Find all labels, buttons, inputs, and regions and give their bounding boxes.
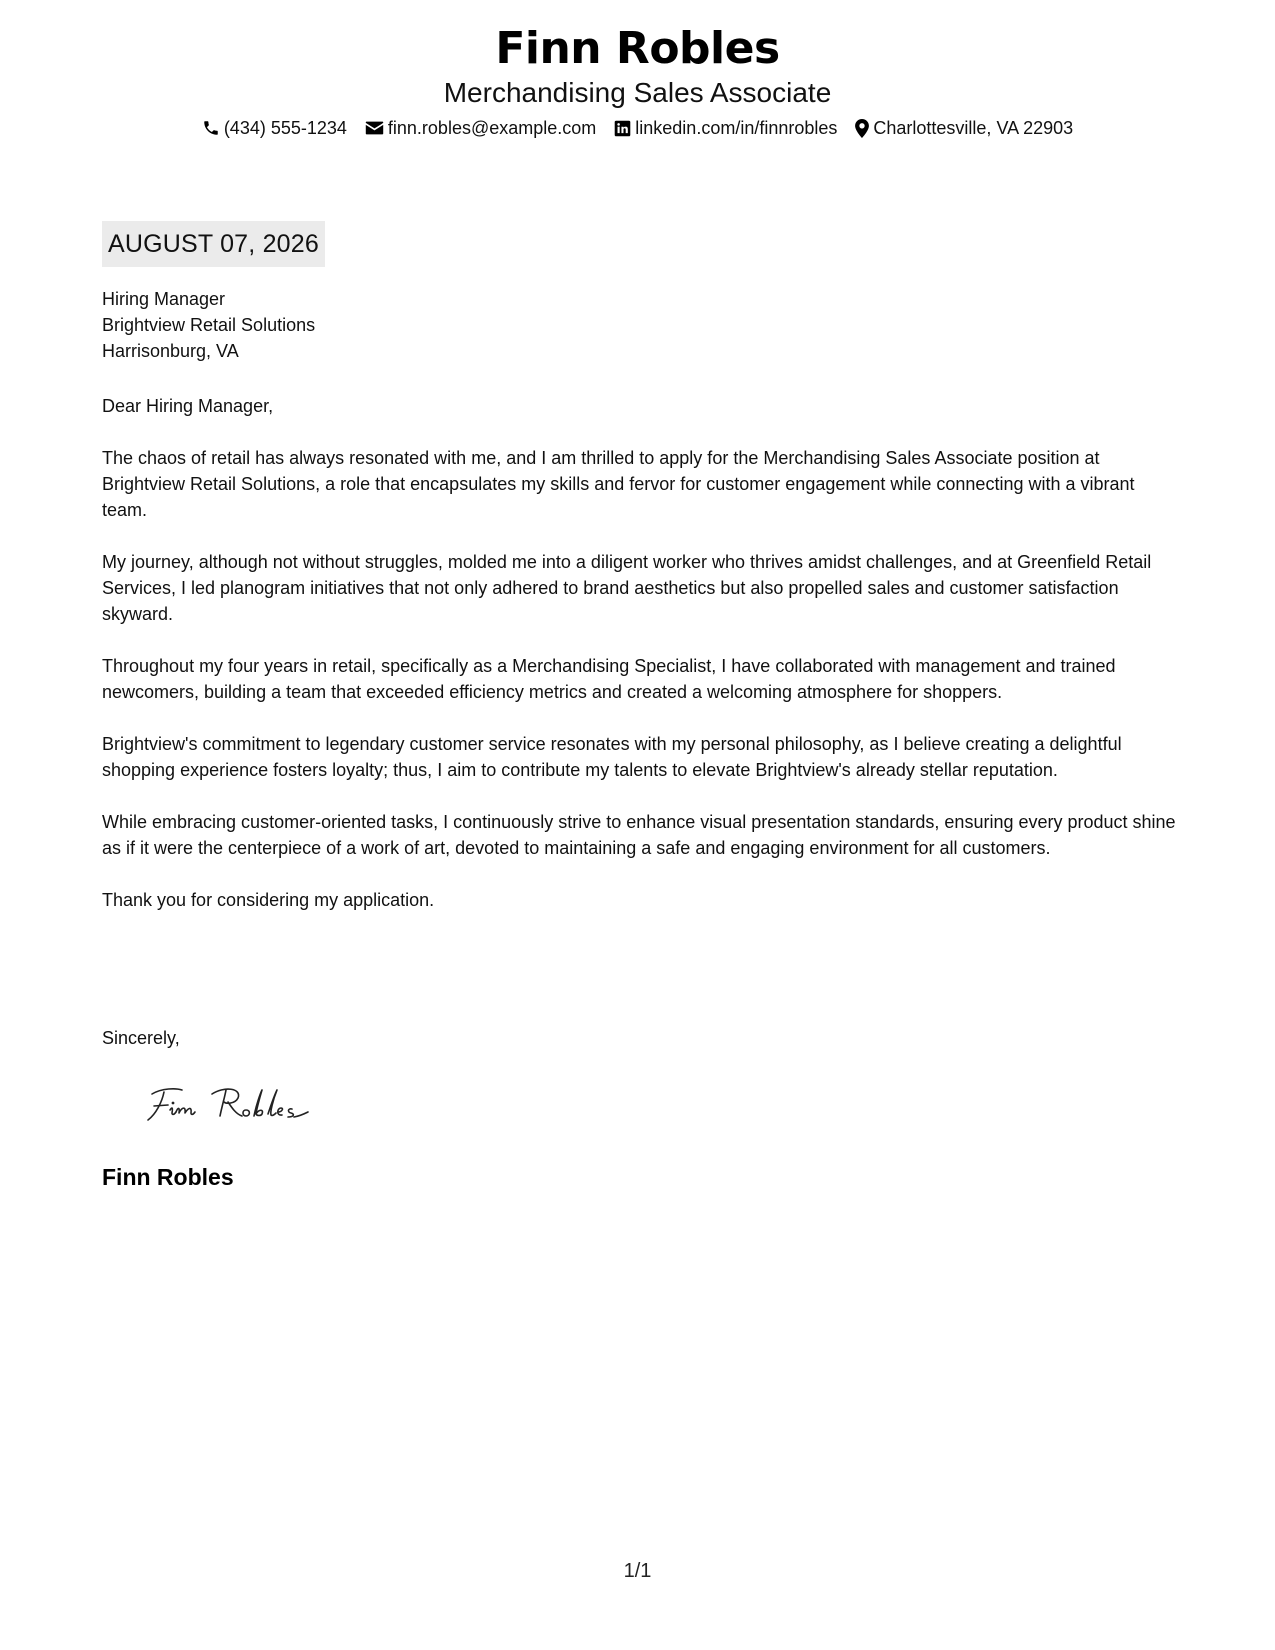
recipient-location: Harrisonburg, VA bbox=[102, 341, 239, 361]
linkedin-icon bbox=[614, 120, 631, 137]
letter-body bbox=[102, 393, 1182, 939]
page-number: 1/1 bbox=[623, 1560, 652, 1582]
letter-date: AUGUST 07, 2026 bbox=[102, 221, 325, 267]
email-text: finn.robles@example.com bbox=[387, 118, 597, 138]
map-pin-icon bbox=[855, 119, 869, 138]
salutation: Dear Hiring Manager, bbox=[102, 396, 274, 416]
applicant-role: Merchandising Sales Associate bbox=[443, 77, 832, 108]
phone-icon bbox=[202, 119, 220, 137]
letter-header bbox=[0, 22, 1275, 140]
body-paragraph: The chaos of retail has always resonated with me, and I am thrilled to apply for the Merchandising Sales Associate position at Brightview Retail Solutions, a role that encapsulates my skills and fervor for customer engagement while connecting with a vibrant team. bbox=[102, 448, 1135, 520]
contact-phone bbox=[202, 116, 347, 140]
body-paragraph: While embracing customer-oriented tasks, I continuously strive to enhance visual presentation standards, ensuring every product shine as if it were the centerpiece of a work of art, devoted to maintaining a safe and engaging environment for all customers. bbox=[102, 812, 1176, 858]
recipient-company: Brightview Retail Solutions bbox=[102, 315, 316, 335]
handwritten-signature bbox=[142, 1080, 342, 1130]
closing: Sincerely, bbox=[102, 1028, 180, 1048]
recipient-block bbox=[102, 286, 315, 364]
envelope-icon bbox=[365, 120, 384, 136]
body-paragraph: My journey, although not without struggles, molded me into a diligent worker who thrives amidst challenges, and at Greenfield Retail Services, I led planogram initiatives that not only adhered to brand aesthetics but also propelled sales and customer satisfaction skyward. bbox=[102, 552, 1152, 624]
signed-name: Finn Robles bbox=[102, 1164, 234, 1190]
applicant-name: Finn Robles bbox=[495, 23, 780, 74]
phone-text: (434) 555-1234 bbox=[223, 118, 347, 138]
body-paragraph: Thank you for considering my application. bbox=[102, 890, 435, 910]
contact-linkedin[interactable] bbox=[614, 116, 837, 140]
body-paragraph: Brightview's commitment to legendary customer service resonates with my personal philosophy, as I believe creating a delightful shopping experience fosters loyalty; thus, I aim to contribute my talents to elevate Brightview's already stellar reputation. bbox=[102, 734, 1122, 780]
recipient-title: Hiring Manager bbox=[102, 289, 226, 309]
body-paragraph: Throughout my four years in retail, specifically as a Merchandising Specialist, I have collaborated with management and trained newcomers, building a team that exceeded efficiency metrics and created a welcoming atmosphere for shoppers. bbox=[102, 656, 1116, 702]
contact-email[interactable] bbox=[365, 116, 596, 140]
contact-location bbox=[855, 116, 1073, 140]
contact-row bbox=[0, 116, 1275, 140]
location-text: Charlottesville, VA 22903 bbox=[873, 118, 1074, 138]
linkedin-text: linkedin.com/in/finnrobles bbox=[635, 118, 838, 138]
